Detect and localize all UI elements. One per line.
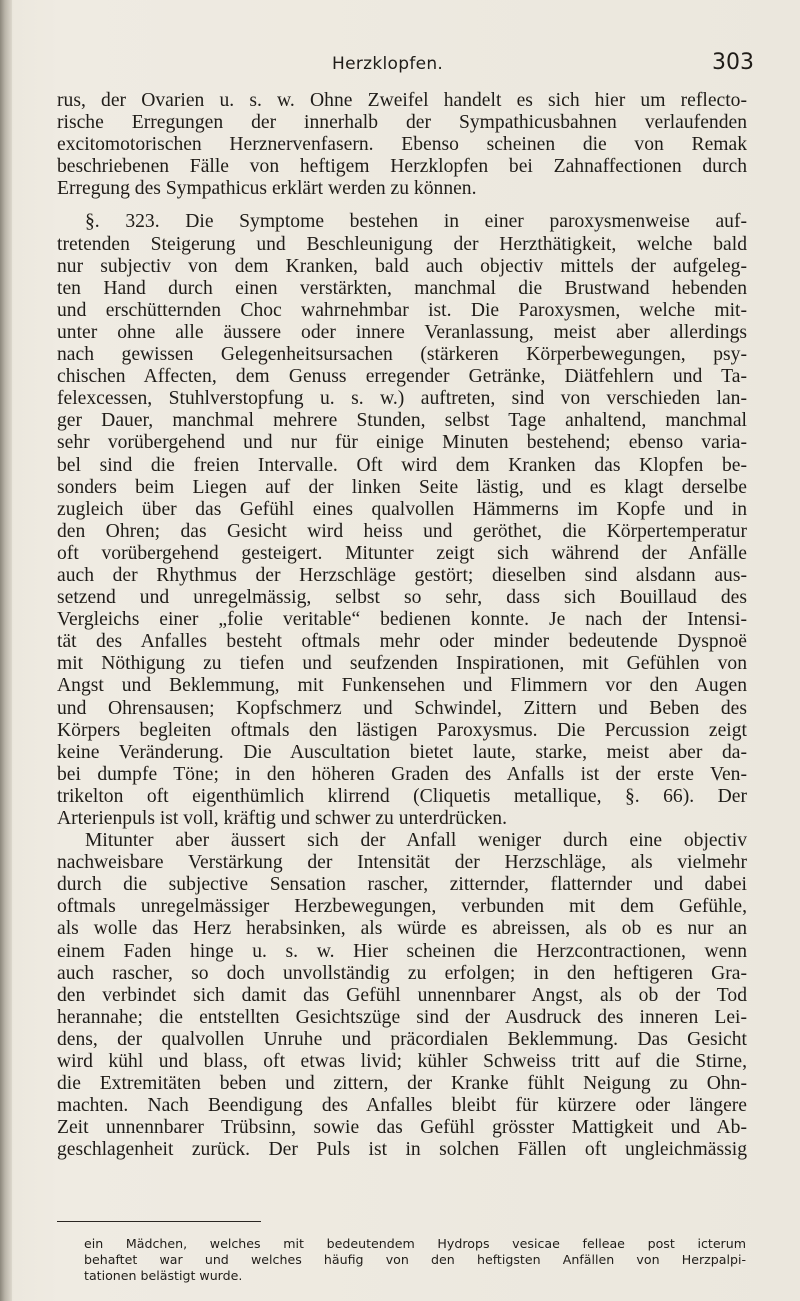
text-line: beschriebenen Fälle von heftigem Herzklopfen bei Zahnaffectionen durch: [57, 156, 747, 178]
text-line: bel sind die freien Intervalle. Oft wird dem Kranken das Klopfen be-: [57, 454, 747, 476]
text-line: wird kühl und blass, oft etwas livid; kühler Schweiss tritt auf die Stirne,: [57, 1051, 747, 1073]
text-line: sehr vorübergehend und nur für einige Minuten bestehend; ebenso varia-: [57, 432, 747, 454]
text-line: nach gewissen Gelegenheitsursachen (stärkeren Körperbewegungen, psy-: [57, 344, 747, 366]
text-line: felexcessen, Stuhlverstopfung u. s. w.) auftreten, sind von verschieden lan-: [57, 388, 747, 410]
text-line: oft vorübergehend gesteigert. Mitunter zeigt sich während der Anfälle: [57, 542, 747, 564]
text-line: setzend und unregelmässig, selbst so sehr, dass sich Bouillaud des: [57, 587, 747, 609]
text-line: einem Faden hinge u. s. w. Hier scheinen die Herzcontractionen, wenn: [57, 940, 747, 962]
text-line: mit Nöthigung zu tiefen und seufzenden Inspirationen, mit Gefühlen von: [57, 653, 747, 675]
text-line: dens, der qualvollen Unruhe und präcordialen Beklemmung. Das Gesicht: [57, 1028, 747, 1050]
running-header: [0, 50, 800, 80]
footnote-line: tationen belästigt wurde.: [84, 1268, 243, 1283]
text-line: herannahe; die entstellten Gesichtszüge sind der Ausdruck des inneren Lei-: [57, 1006, 747, 1028]
text-line: chischen Affecten, dem Genuss erregender Getränke, Diätfehlern und Ta-: [57, 366, 747, 388]
text-line: rus, der Ovarien u. s. w. Ohne Zweifel handelt es sich hier um reflecto-: [57, 90, 747, 111]
text-line: oftmals unregelmässiger Herzbewegungen, verbunden mit dem Gefühle,: [57, 896, 747, 918]
text-line: Zeit unnennbarer Trübsinn, sowie das Gefühl grösster Mattigkeit und Ab-: [57, 1117, 747, 1139]
footnote-line: ein Mädchen, welches mit bedeutendem Hydrops vesicae felleae post icterum: [84, 1236, 746, 1251]
text-line: ten Hand durch einen verstärkten, manchmal die Brustwand hebenden: [57, 277, 747, 299]
text-line: keine Veränderung. Die Auscultation bietet laute, starke, meist aber da-: [57, 741, 747, 763]
text-line: nur subjectiv von dem Kranken, bald auch objectiv mittels der aufgeleg-: [57, 255, 747, 277]
main-text: [57, 90, 747, 1162]
text-line: tretenden Steigerung und Beschleunigung der Herzthätigkeit, welche bald: [57, 233, 747, 255]
text-line: als wolle das Herz herabsinken, als würde es abreissen, als ob es nur an: [57, 918, 747, 940]
text-line: tät des Anfalles besteht oftmals mehr oder minder bedeutende Dyspnoë: [57, 631, 747, 653]
text-line: bei dumpfe Töne; in den höheren Graden des Anfalls ist der erste Ven-: [57, 763, 747, 785]
text-line: nachweisbare Verstärkung der Intensität der Herzschläge, als vielmehr: [57, 852, 747, 874]
page-number: 303: [712, 50, 754, 75]
text-line: unter ohne alle äussere oder innere Veranlassung, meist aber allerdings: [57, 321, 747, 343]
text-line: durch die subjective Sensation rascher, zitternder, flatternder und dabei: [57, 874, 747, 896]
footnote-line: behaftet war und welches häufig von den heftigsten Anfällen von Herzpalpi-: [84, 1252, 746, 1267]
text-line: trikelton oft eigenthümlich klirrend (Cliquetis metallique, §. 66). Der: [57, 785, 747, 807]
text-line: ger Dauer, manchmal mehrere Stunden, selbst Tage anhaltend, manchmal: [57, 410, 747, 432]
text-line: die Extremitäten beben und zittern, der Kranke fühlt Neigung zu Ohn-: [57, 1073, 747, 1095]
text-line: den verbindet sich damit das Gefühl unnennbarer Angst, als ob der Tod: [57, 984, 747, 1006]
text-line: und erschütternden Choc wahrnehmbar ist. Die Paroxysmen, welche mit-: [57, 299, 747, 321]
text-line: geschlagenheit zurück. Der Puls ist in solchen Fällen oft ungleichmässig: [57, 1139, 747, 1161]
page-gutter: [0, 0, 12, 1301]
text-line: excitomotorischen Herznervenfasern. Ebenso scheinen die von Remak: [57, 134, 747, 156]
text-line: auch rascher, so doch unvollständig zu erfolgen; in den heftigeren Gra-: [57, 962, 747, 984]
footnote: [84, 1236, 746, 1284]
text-line: und Ohrensausen; Kopfschmerz und Schwindel, Zittern und Beben des: [57, 697, 747, 719]
text-line: [57, 200, 747, 211]
text-line: Erregung des Sympathicus erklärt werden zu können.: [57, 178, 477, 200]
text-line: sonders beim Liegen auf der linken Seite lästig, und es klagt derselbe: [57, 476, 747, 498]
footnote-divider: [57, 1221, 261, 1222]
text-line: Körpers begleiten oftmals den lästigen Paroxysmus. Die Percussion zeigt: [57, 719, 747, 741]
text-line: auch der Rhythmus der Herzschläge gestört; dieselben sind alsdann aus-: [57, 564, 747, 586]
running-title: Herzklopfen.: [332, 54, 444, 74]
text-line: zugleich über das Gefühl eines qualvollen Hämmerns im Kopfe und in: [57, 498, 747, 520]
text-line: Mitunter aber äussert sich der Anfall weniger durch eine objectiv: [85, 830, 747, 852]
section-heading-line: §. 323. Die Symptome bestehen in einer paroxysmenweise auf-: [85, 211, 747, 233]
text-line: rische Erregungen der innerhalb der Sympathicusbahnen verlaufenden: [57, 112, 747, 134]
text-line: Angst und Beklemmung, mit Funkensehen und Flimmern vor den Augen: [57, 675, 747, 697]
text-line: Vergleichs einer „folie veritable“ bedienen konnte. Je nach der Intensi-: [57, 609, 747, 631]
text-line: Arterienpuls ist voll, kräftig und schwer zu unterdrücken.: [57, 808, 507, 829]
text-line: den Ohren; das Gesicht wird heiss und geröthet, die Körpertemperatur: [57, 520, 747, 542]
text-line: machten. Nach Beendigung des Anfalles bleibt für kürzere oder längere: [57, 1095, 747, 1117]
